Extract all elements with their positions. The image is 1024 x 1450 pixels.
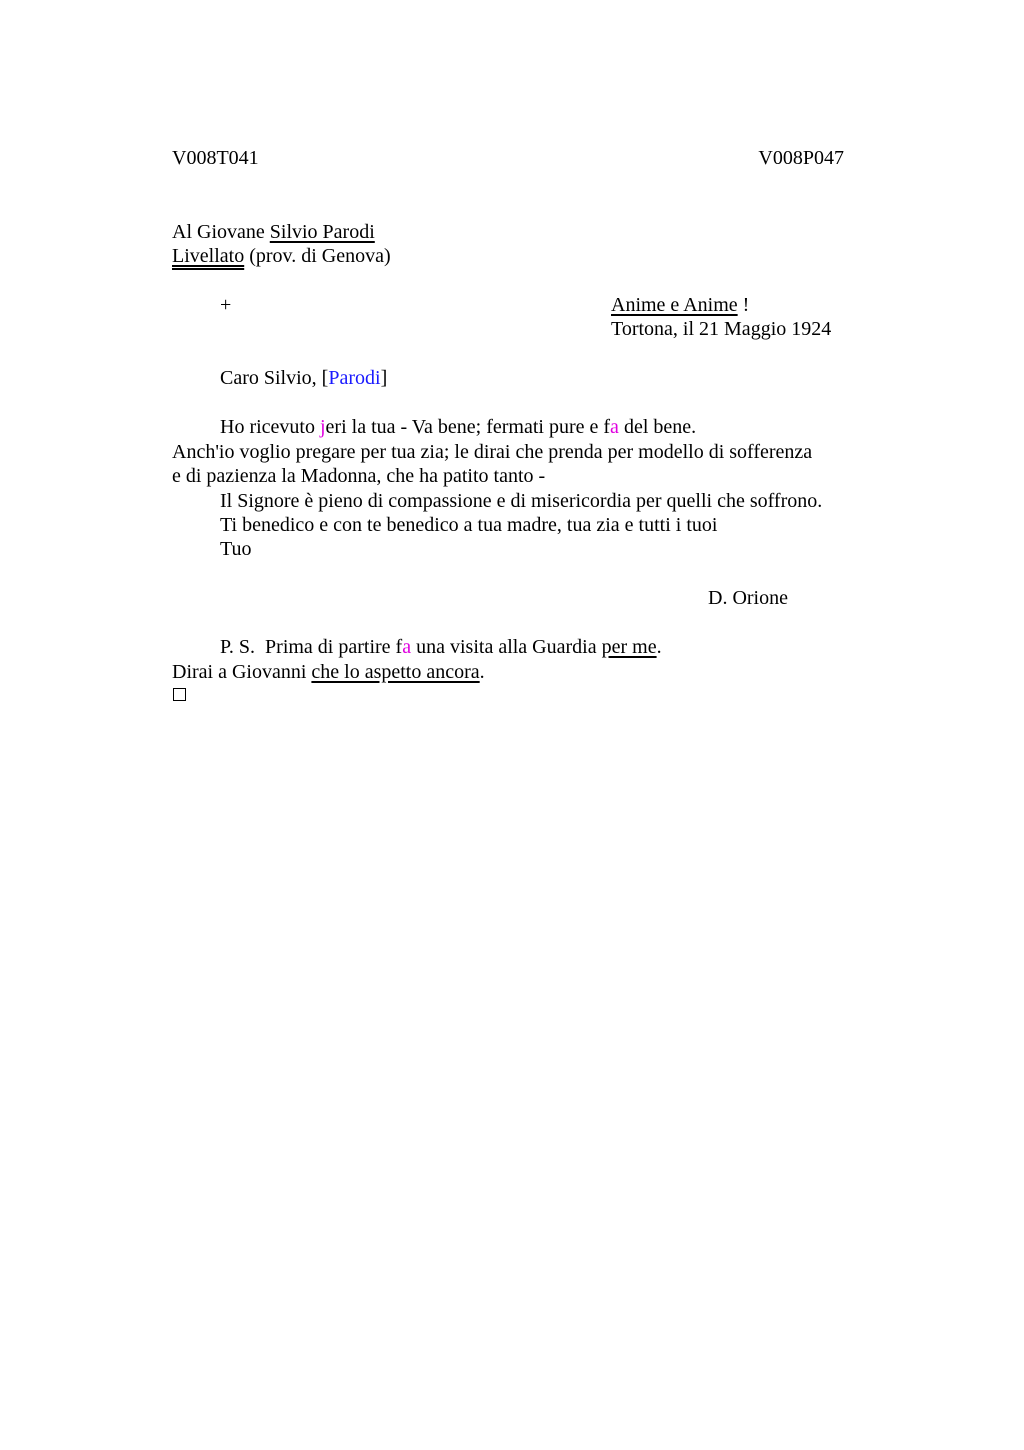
postscript-line-1	[220, 635, 662, 659]
body-line-5: Ti benedico e con te benedico a tua madre, tua zia e tutti i tuoi	[220, 514, 718, 536]
ps-editor-mark-a: a	[402, 636, 412, 658]
ps-line-2-a: Dirai a Giovanni	[172, 661, 312, 683]
motto-text: Anime e Anime	[611, 294, 738, 316]
salutation	[220, 366, 387, 390]
recipient-place: Livellato	[172, 245, 245, 267]
editor-mark-a: a	[610, 416, 619, 438]
ps-line-1-e: .	[656, 636, 662, 658]
salutation-note: Parodi	[328, 367, 381, 389]
signature: D. Orione	[708, 587, 788, 609]
right-code: V008P047	[758, 147, 844, 169]
ps-line-1-c: una visita alla Guardia	[411, 636, 602, 658]
body-line-3: e di pazienza la Madonna, che ha patito tanto -	[172, 465, 546, 487]
salutation-text: Caro Silvio, [	[220, 367, 329, 389]
body-line-1	[220, 415, 696, 439]
body-line-6: Tuo	[220, 538, 252, 560]
address-line-1	[172, 220, 375, 244]
body-line-4: Il Signore è pieno di compassione e di misericordia per quelli che soffrono.	[220, 490, 823, 512]
address-line-2	[172, 244, 391, 268]
body-line-1-e: del bene.	[618, 416, 697, 438]
recipient-province: (prov. di Genova)	[244, 245, 391, 267]
editor-mark-j: j	[319, 416, 326, 438]
motto-suffix: !	[737, 294, 750, 316]
dateline: Tortona, il 21 Maggio 1924	[611, 318, 832, 340]
address-prefix: Al Giovane	[172, 221, 270, 243]
postscript-line-2	[172, 660, 485, 684]
salutation-close: ]	[380, 367, 388, 389]
ps-line-1-a: P. S. Prima di partire f	[220, 636, 403, 658]
motto	[611, 293, 749, 317]
body-line-1-a: Ho ricevuto	[220, 416, 320, 438]
cross-symbol: +	[220, 294, 232, 316]
ps-underlined-phrase: che lo aspetto ancora	[311, 661, 480, 683]
ps-underlined-per-me: per me	[601, 636, 657, 658]
ps-line-2-c: .	[479, 661, 485, 683]
body-line-1-c: eri la tua - Va bene; fermati pure e f	[325, 416, 611, 438]
end-box-icon	[173, 688, 186, 701]
recipient-name: Silvio Parodi	[269, 221, 375, 243]
body-line-2: Anch'io voglio pregare per tua zia; le dirai che prenda per modello di sofferenza	[172, 441, 813, 463]
left-code: V008T041	[172, 147, 259, 169]
